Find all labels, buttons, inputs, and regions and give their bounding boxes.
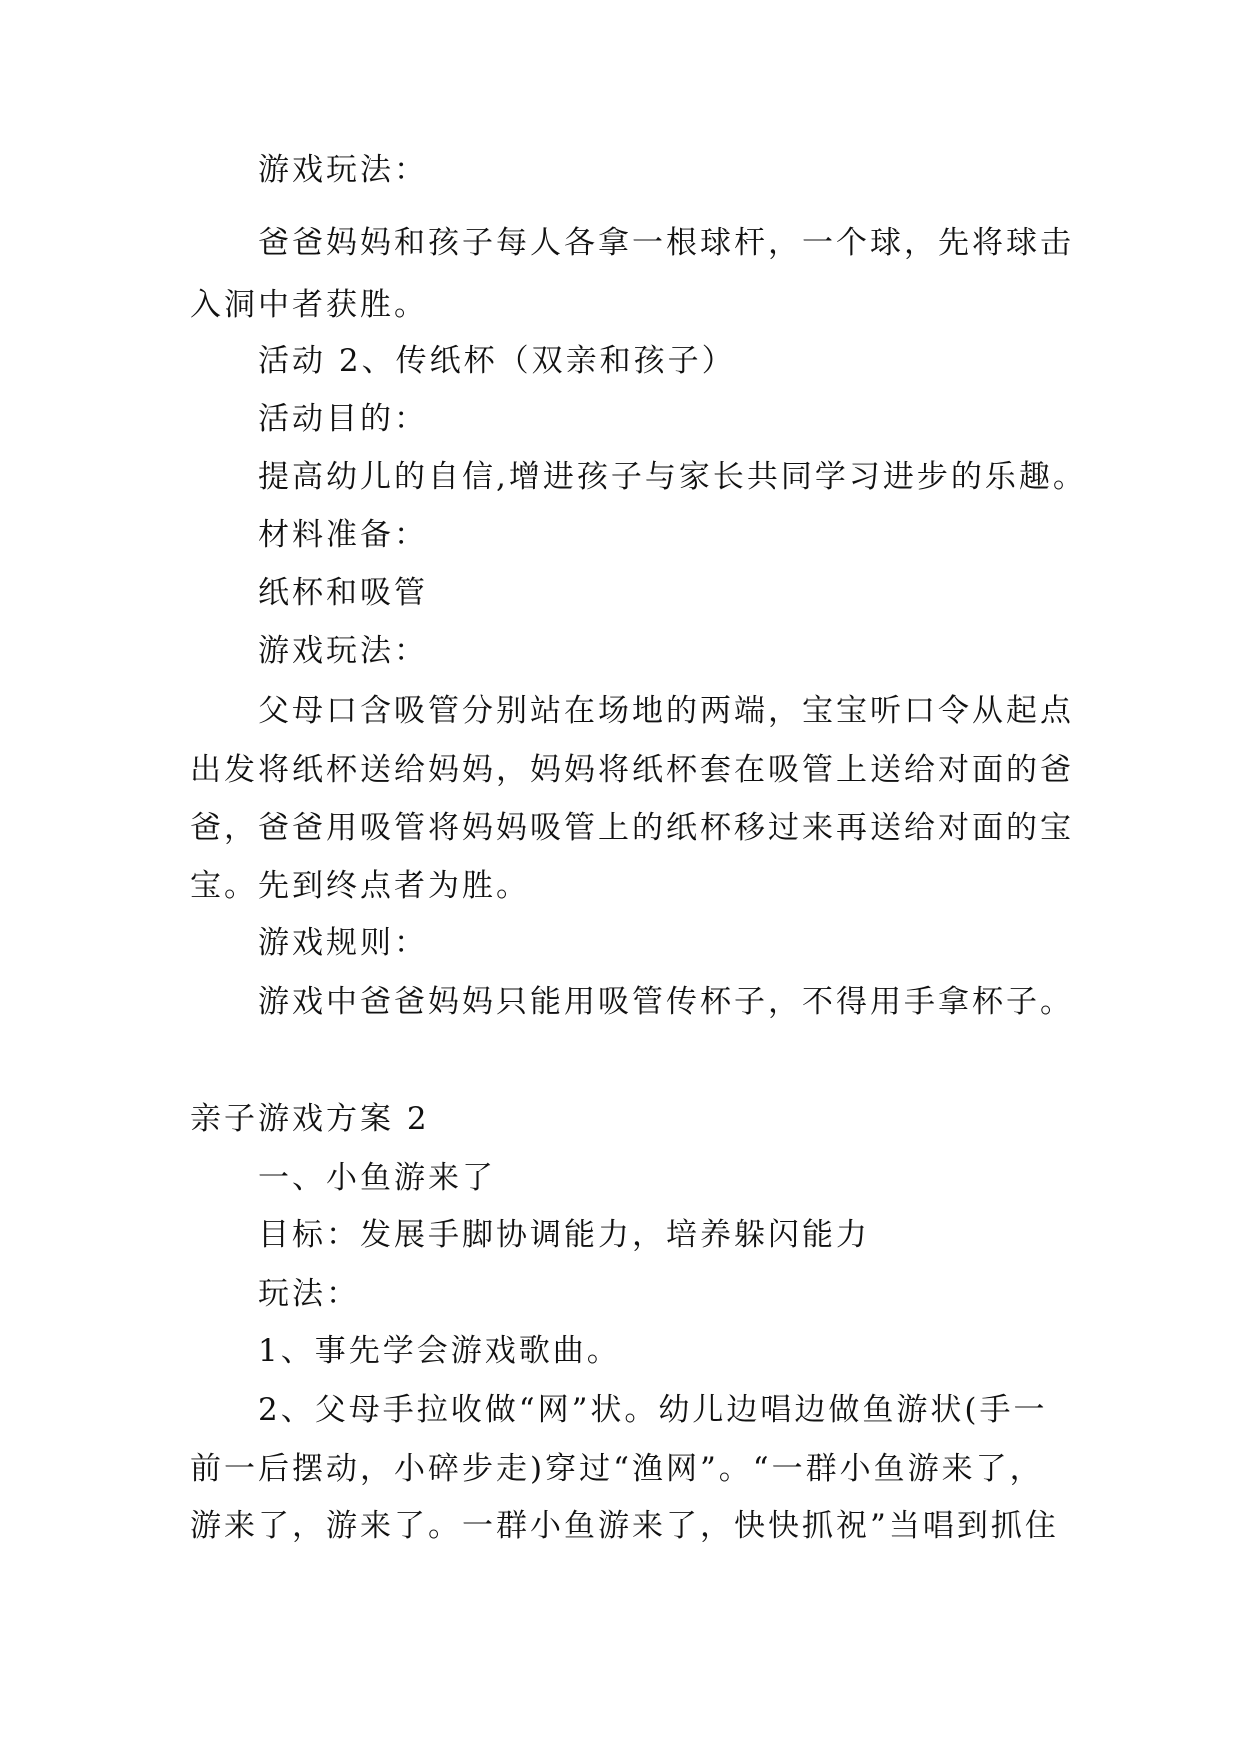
text-line: 目标：发展手脚协调能力，培养躲闪能力 bbox=[258, 1217, 870, 1253]
text-line: 活动目的： bbox=[258, 401, 428, 437]
section-heading: 亲子游戏方案 2 bbox=[190, 1101, 430, 1137]
text-line: 提高幼儿的自信,增进孩子与家长共同学习进步的乐趣。 bbox=[258, 459, 1087, 495]
text-line: 1、事先学会游戏歌曲。 bbox=[258, 1333, 621, 1369]
text-line: 入洞中者获胜。 bbox=[190, 287, 428, 323]
text-line: 爸，爸爸用吸管将妈妈吸管上的纸杯移过来再送给对面的宝 bbox=[190, 810, 1074, 846]
text-line: 游来了，游来了。一群小鱼游来了，快快抓祝”当唱到抓住 bbox=[190, 1508, 1059, 1544]
text-line: 一、小鱼游来了 bbox=[258, 1160, 496, 1196]
text-line: 父母口含吸管分别站在场地的两端，宝宝听口令从起点 bbox=[258, 693, 1074, 729]
text-line: 游戏玩法： bbox=[258, 633, 428, 669]
text-line: 玩法： bbox=[258, 1276, 360, 1312]
text-line: 材料准备： bbox=[258, 517, 428, 553]
text-line: 游戏玩法： bbox=[258, 152, 428, 188]
text-line: 2、父母手拉收做“网”状。幼儿边唱边做鱼游状(手一 bbox=[258, 1392, 1048, 1428]
text-line: 活动 2、传纸杯（双亲和孩子） bbox=[258, 343, 736, 379]
text-line: 游戏规则： bbox=[258, 925, 428, 961]
text-line: 爸爸妈妈和孩子每人各拿一根球杆，一个球，先将球击 bbox=[258, 225, 1074, 261]
text-line: 出发将纸杯送给妈妈，妈妈将纸杯套在吸管上送给对面的爸 bbox=[190, 752, 1074, 788]
text-line: 游戏中爸爸妈妈只能用吸管传杯子，不得用手拿杯子。 bbox=[258, 984, 1074, 1020]
text-line: 纸杯和吸管 bbox=[258, 575, 428, 611]
text-line: 前一后摆动，小碎步走)穿过“渔网”。“一群小鱼游来了， bbox=[190, 1451, 1044, 1487]
text-line: 宝。先到终点者为胜。 bbox=[190, 868, 530, 904]
